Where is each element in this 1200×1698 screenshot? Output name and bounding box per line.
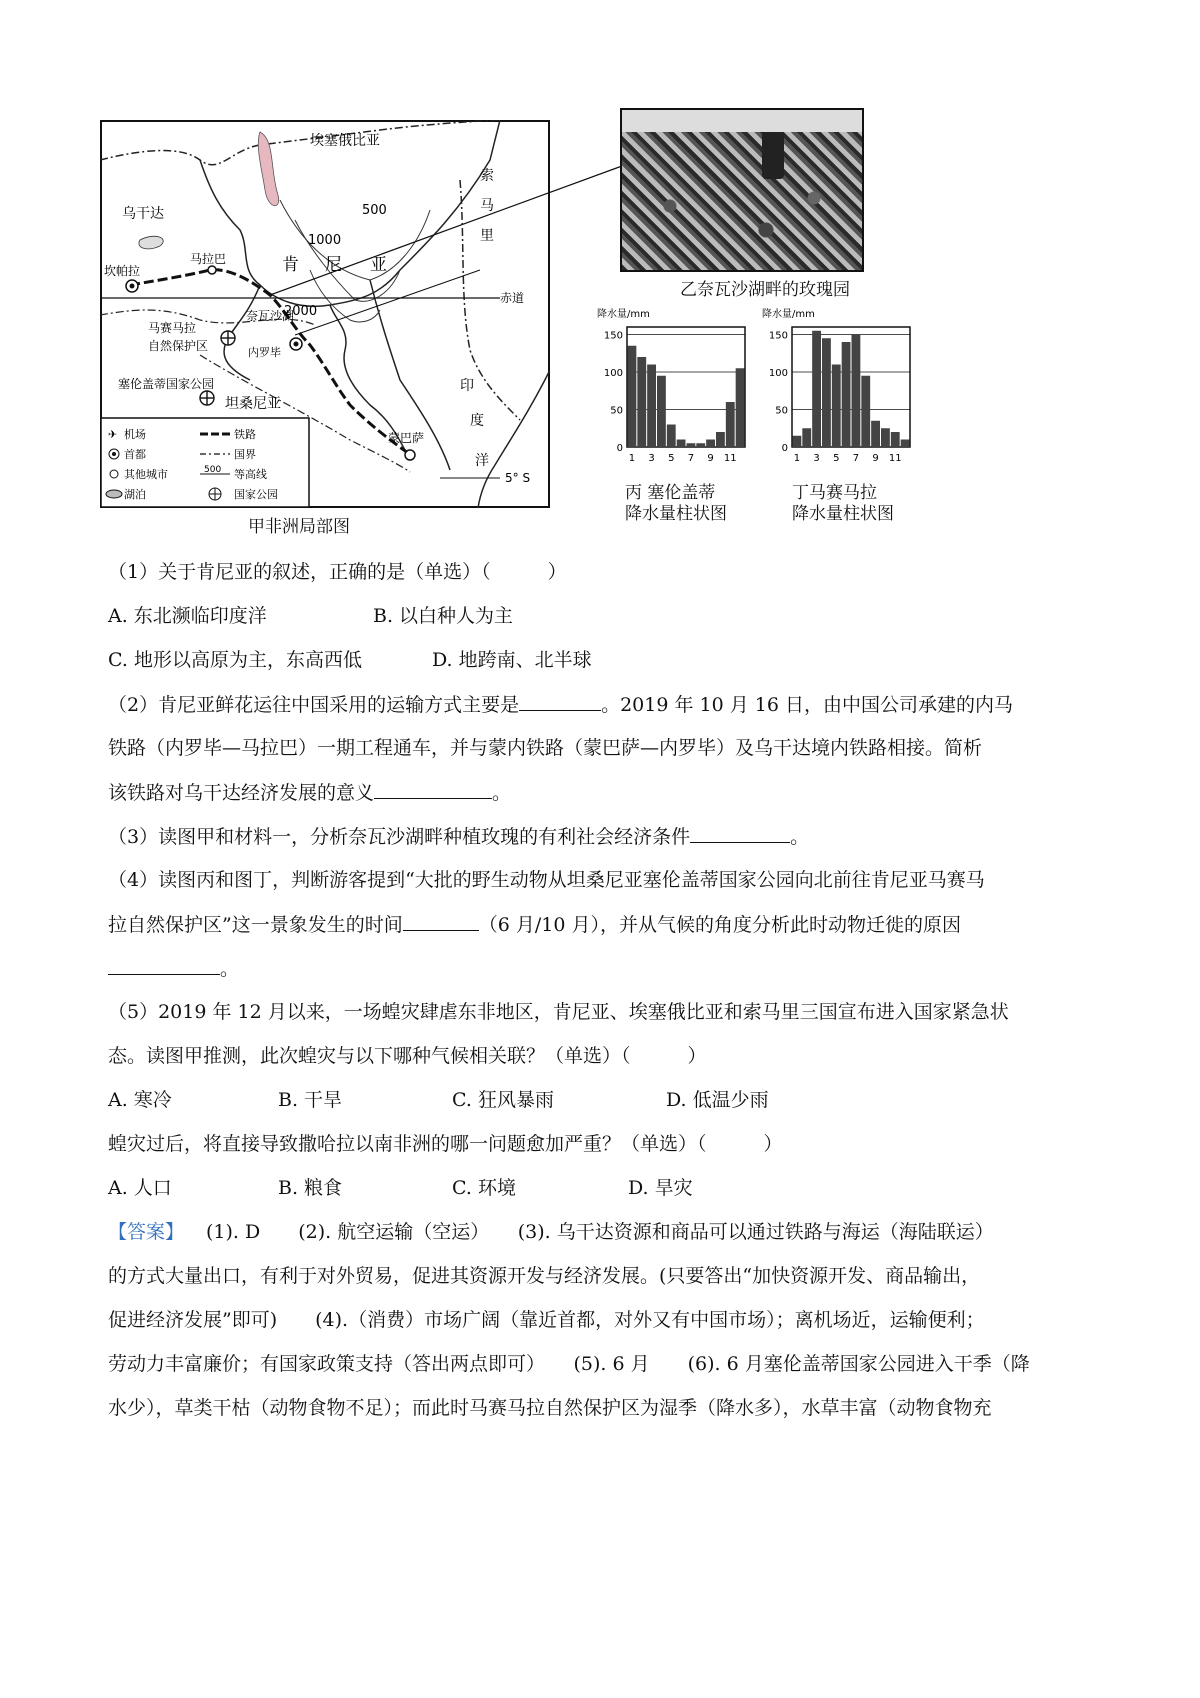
legend-other-city: 其他城市 [124,468,168,481]
legend-capital: 首都 [124,448,146,461]
x-tick-label: 1 [628,453,636,464]
q4-text-c: 。 [220,958,240,980]
bar [793,436,802,447]
label-contour-1000: 1000 [308,233,342,248]
bar [706,440,715,448]
legend-railway: 铁路 [234,428,256,441]
question-5-line-1: （5）2019 年 12 月以来，一场蝗灾肆虐东非地区，肯尼亚、埃塞俄比亚和索马里三国宣布进入国家紧急状 [108,1001,1009,1023]
bar [667,425,676,448]
answer-line-5: 水少），草类干枯（动物食物不足）；而此时马赛马拉自然保护区为湿季（降水多），水草丰富（动物食物充 [108,1397,992,1419]
q2-text-d: 。 [492,782,512,804]
answer-line-3: 促进经济发展”即可) (4).（消费）市场广阔（靠近首都，对外又有中国市场）；离机场近，运输便利； [108,1309,985,1331]
x-tick-label: 3 [813,453,820,464]
question-2-line-1 [108,692,1013,717]
q5-option-b: B. 干旱 [278,1089,343,1111]
q2-text-b: 。2019 年 10 月 16 日，由中国公司承建的内马 [601,694,1013,716]
bar [871,421,880,447]
bar [891,432,900,447]
photo-figure-person [762,124,784,179]
chart-masai-mara-caption-1: 丁马赛马拉 [792,483,877,503]
photo-sky [622,110,862,132]
question-4-line-2 [108,912,961,937]
chart-serengeti-caption-1: 丙 塞伦盖蒂 [625,483,716,503]
y-axis-label: 降水量/mm [762,309,815,320]
label-serengeti: 塞伦盖蒂国家公园 [118,377,215,391]
bar [687,443,696,447]
x-tick-label: 7 [852,453,860,464]
bar [822,338,831,447]
label-malaba: 马拉巴 [190,252,227,266]
q2-answer-blank-1[interactable] [519,692,601,711]
map-legend [101,418,309,507]
question-4-line-3 [108,956,239,981]
label-kenya-3: 亚 [370,255,387,275]
answer-line-2: 的方式大量出口，有利于对外贸易，促进其资源开发与经济发展。(只要答出“加快资源开发、商品输出， [108,1265,981,1287]
bar [901,440,910,448]
q4-text-a: 拉自然保护区”这一景象发生的时间 [108,914,403,936]
bar [842,342,851,447]
y-tick-label: 50 [610,405,623,417]
q1-option-b: B. 以白种人为主 [373,605,514,627]
q3-text-b: 。 [790,826,810,848]
x-tick-label: 9 [707,453,714,464]
question-1: （1）关于肯尼亚的叙述，正确的是（单选）（ ） [108,561,567,583]
q6-option-c: C. 环境 [452,1177,516,1199]
y-tick-label: 150 [768,330,788,342]
label-somalia-1: 索 [480,168,494,184]
q6-option-b: B. 粮食 [278,1177,343,1199]
label-kenya-1: 肯 [282,255,299,275]
label-indian-2: 度 [470,413,484,429]
bar [832,365,841,448]
photo-caption: 乙奈瓦沙湖畔的玫瑰园 [680,280,850,300]
question-6: 蝗灾过后，将直接导致撒哈拉以南非洲的哪一问题愈加严重？（单选）（ ） [108,1133,783,1155]
label-somalia-2: 马 [480,198,494,214]
q1-option-d: D. 地跨南、北半球 [432,649,592,671]
y-tick-label: 0 [781,443,788,454]
photo-pointer-line [270,160,630,300]
label-lat-5s: 5° S [505,471,531,485]
chart-masai-mara [760,305,920,475]
bar [736,368,745,447]
x-tick-label: 5 [833,453,840,464]
label-mombasa: 蒙巴萨 [388,431,425,445]
q4-text-b: （6 月/10 月），并从气候的角度分析此时动物迁徙的原因 [478,914,961,936]
legend-border: 国界 [234,448,256,461]
q3-text-a: （3）读图甲和材料一，分析奈瓦沙湖畔种植玫瑰的有利社会经济条件 [108,826,691,848]
rose-garden-photo [620,108,864,272]
label-tanzania: 坦桑尼亚 [225,396,281,412]
map-caption: 甲非洲局部图 [248,517,350,537]
q5-option-c: C. 狂风暴雨 [452,1089,554,1111]
bar [657,376,666,447]
label-contour-2000: 2000 [284,304,318,319]
y-tick-label: 0 [616,443,623,454]
answer-text-1: (1). D (2). 航空运输（空运） (3). 乌干达资源和商品可以通过铁路与海运（海陆联运） [206,1221,994,1243]
label-uganda: 乌干达 [122,206,164,222]
x-tick-label: 11 [723,453,737,464]
legend-contour: 等高线 [234,468,267,481]
q4-answer-blank-2[interactable] [108,956,220,975]
bar [812,331,821,447]
q1-option-c: C. 地形以高原为主，东高西低 [108,649,362,671]
question-2-line-2: 铁路（内罗毕—马拉巴）一期工程通车，并与蒙内铁路（蒙巴萨—内罗毕）及乌干达境内铁路相接。简析 [108,737,983,759]
q6-option-a: A. 人口 [108,1177,172,1199]
svg-text:✈: ✈ [108,428,118,441]
label-contour-500: 500 [362,203,387,218]
bar [726,402,735,447]
y-tick-label: 100 [768,368,788,379]
bar [696,443,705,447]
answer-tag: 【答案】 [108,1221,185,1243]
label-ethiopia: 埃塞俄比亚 [310,133,380,149]
q6-option-d: D. 旱灾 [628,1177,693,1199]
q1-option-a: A. 东北濒临印度洋 [108,605,267,627]
legend-airport: 机场 [124,428,146,441]
bar [677,440,686,448]
bar [881,428,890,447]
question-5-line-2: 态。读图甲推测，此次蝗灾与以下哪种气候相关联？（单选）（ ） [108,1045,707,1067]
q3-answer-blank[interactable] [690,824,790,843]
x-tick-label: 5 [668,453,675,464]
question-3 [108,824,809,849]
q2-text-a: （2）肯尼亚鲜花运往中国采用的运输方式主要是 [108,694,520,716]
label-nairobi: 内罗毕 [248,346,281,359]
chart-masai-mara-caption-2: 降水量柱状图 [792,504,894,524]
label-masai-mara-1: 马赛马拉 [148,321,197,335]
bar [628,346,637,447]
q2-text-c: 该铁路对乌干达经济发展的意义 [108,782,375,804]
bar [716,432,725,447]
label-masai-mara-2: 自然保护区 [148,339,209,353]
x-tick-label: 1 [793,453,801,464]
legend-lake: 湖泊 [124,488,146,501]
chart-serengeti [595,305,755,475]
bar [861,376,870,447]
legend-contour-sample: 500 [204,465,222,475]
question-2-line-3 [108,780,511,805]
q2-answer-blank-2[interactable] [374,780,492,799]
x-tick-label: 7 [687,453,695,464]
legend-national-park: 国家公园 [234,488,278,501]
q5-option-a: A. 寒冷 [108,1089,172,1111]
chart-serengeti-caption-2: 降水量柱状图 [625,504,727,524]
label-indian-1: 印 [460,378,474,394]
label-kampala: 坎帕拉 [104,264,141,278]
question-4-line-1: （4）读图丙和图丁，判断游客提到“大批的野生动物从坦桑尼亚塞伦盖蒂国家公园向北前往肯尼亚马赛马 [108,869,985,891]
x-tick-label: 9 [872,453,879,464]
bar [647,365,656,448]
y-tick-label: 50 [775,405,788,417]
bar [802,428,811,447]
label-kenya-2: 尼 [325,255,342,275]
x-tick-label: 11 [888,453,902,464]
y-tick-label: 100 [603,368,623,379]
label-indian-3: 洋 [475,453,489,469]
q4-answer-blank-1[interactable] [403,912,479,931]
x-tick-label: 3 [648,453,655,464]
y-tick-label: 150 [603,330,623,342]
bar [852,335,861,448]
answer-line-1 [108,1220,994,1244]
label-naivasha: 奈瓦沙湖 [246,309,295,323]
bar [637,357,646,447]
y-axis-label: 降水量/mm [597,309,650,320]
label-equator: 赤道 [500,291,525,305]
q5-option-d: D. 低温少雨 [666,1089,769,1111]
label-somalia-3: 里 [480,228,494,244]
answer-line-4: 劳动力丰富廉价；有国家政策支持（答出两点即可） (5). 6 月 (6). 6 月塞伦盖蒂国家公园进入干季（降 [108,1353,1030,1375]
